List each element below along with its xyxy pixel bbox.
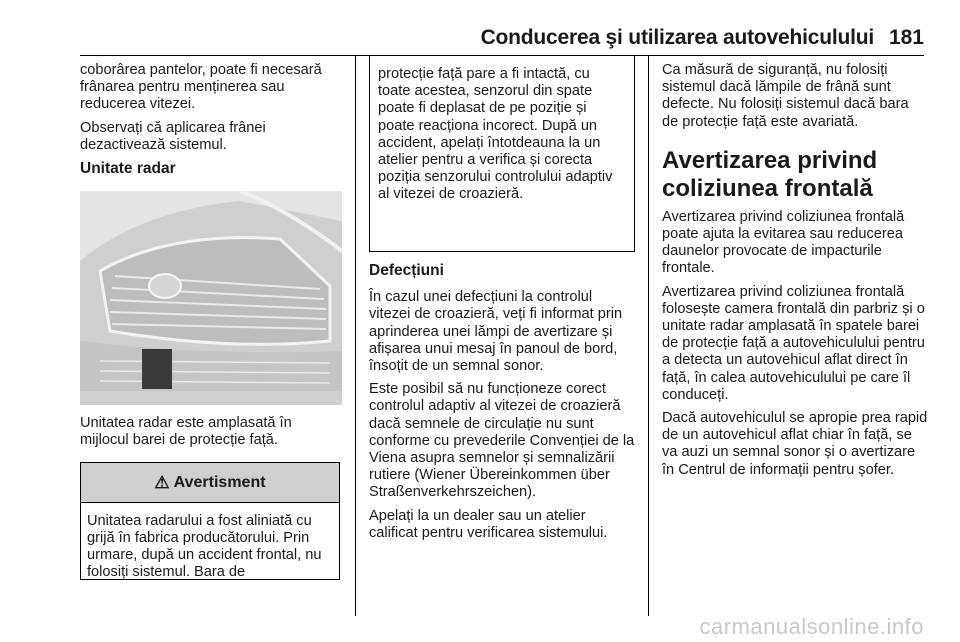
faults-heading: Defecțiuni — [369, 262, 444, 279]
radar-unit-heading: Unitate radar — [80, 160, 176, 178]
car-front-radar-figure — [80, 191, 342, 405]
warning-text: Unitatea radarului a fost aliniată cu grijă în fabrica producătorului. Prin urmare, după un accident frontal, nu folosiți sistemul. Bara de — [87, 512, 322, 579]
col1-paragraph-2: Observați că aplicarea frânei dezactivează sistemul. — [80, 119, 266, 153]
watermark: carmanualsonline.info — [699, 614, 924, 639]
col2-paragraph-3: Apelați la un dealer sau un atelier calificat pentru verificarea sistemului. — [369, 507, 608, 541]
column-divider-2 — [648, 56, 649, 616]
col2-paragraph-1: În cazul unei defecțiuni la controlul vitezei de croazieră, veți fi informat prin aprinderea unei lămpi de avertizare și afișarea unui mesaj în panoul de bord, însoțit de un semnal sonor. — [369, 289, 623, 375]
page-number: 181 — [888, 26, 924, 49]
header-title: Conducerea şi utilizarea autovehiculului — [480, 26, 874, 49]
car-front-illustration — [80, 191, 342, 405]
page-header — [0, 0, 960, 56]
warning-title: Avertisment — [173, 473, 266, 491]
col3-paragraph-1: Ca măsură de siguranță, nu folosiți sistemul dacă lămpile de frână sunt defecte. Nu folosiți sistemul dacă bara de protecție față este avariată. — [662, 62, 909, 130]
col3-paragraph-4: Dacă autovehiculul se apropie prea rapid de un autovehicul aflat chiar în față, se va auzi un semnal sonor și o avertizare în Centrul de informații pentru șofer. — [662, 410, 928, 478]
warning-header — [81, 463, 339, 503]
col1-paragraph-1: coborârea pantelor, poate fi necesară frânarea pentru menținerea sau reducerea vitezei. — [80, 62, 322, 113]
warning-box — [80, 462, 340, 580]
column-3 — [662, 62, 928, 485]
warning-box-continued: protecție față pare a fi intactă, cu toate acestea, senzorul din spate poate fi deplasat de pe poziție și poate reacționa incorect. După un accident, apelați întotdeauna la un atelier pentru a verifica și corecta poziția senzorului controlului adaptiv al vitezei de croazieră. — [369, 56, 635, 252]
col3-paragraph-3: Avertizarea privind coliziunea frontală folosește camera frontală din parbriz și o unitate radar amplasată în spatele barei de protecție față a autovehiculului pentru a detecta un autovehicul aflat direct în față, în calea autovehiculului pe care îl conduceți. — [662, 283, 925, 403]
column-divider-1 — [355, 56, 356, 616]
warning-triangle-icon: ⚠ — [154, 472, 170, 492]
radar-unit-caption: Unitatea radar este amplasată în mijlocul barei de protecție față. — [80, 415, 292, 449]
column-1 — [80, 62, 342, 580]
col2-paragraph-2: Este posibil să nu funcționeze corect controlul adaptiv al vitezei de croazieră dacă semnele de circulație nu sunt conforme cu prevederile Convenției de la Viena asupra semnelor și semnalizării rutiere (Wiener Übereinkommen über Straßenverkehrszeichen). — [369, 381, 635, 501]
column-2 — [369, 262, 635, 548]
forward-collision-heading: Avertizarea privind coliziunea frontală — [662, 146, 878, 202]
col3-paragraph-2: Avertizarea privind coliziunea frontală poate ajuta la evitarea sau reducerea daunelor provocate de impacturile frontale. — [662, 208, 905, 277]
